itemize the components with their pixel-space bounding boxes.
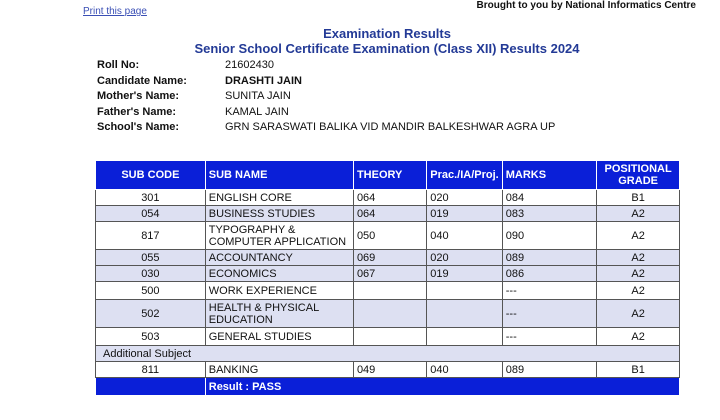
- sub-name: HEALTH & PHYSICAL EDUCATION: [205, 300, 353, 328]
- table-row: [96, 362, 680, 378]
- table-row: [96, 206, 680, 222]
- grade: B1: [597, 362, 680, 378]
- results-table: [95, 160, 680, 396]
- result-row: [96, 378, 680, 396]
- theory-marks: [353, 328, 426, 346]
- sub-code: 811: [96, 362, 206, 378]
- theory-marks: [353, 282, 426, 300]
- table-header-row: [96, 161, 680, 190]
- grade: A2: [597, 266, 680, 282]
- father-name-row: [97, 105, 555, 121]
- table-row: [96, 250, 680, 266]
- sub-name: GENERAL STUDIES: [205, 328, 353, 346]
- practical-marks: [427, 328, 502, 346]
- additional-subject-label: Additional Subject: [96, 346, 680, 362]
- practical-marks: [427, 300, 502, 328]
- practical-marks: 019: [427, 206, 502, 222]
- sub-code: 500: [96, 282, 206, 300]
- practical-marks: 019: [427, 266, 502, 282]
- father-name-value: KAMAL JAIN: [225, 105, 289, 118]
- candidate-name-value: DRASHTI JAIN: [225, 74, 303, 87]
- total-marks: ---: [502, 300, 597, 328]
- header-sub-name: SUB NAME: [205, 161, 353, 190]
- additional-subject-row: [96, 346, 680, 362]
- header-sub-code: SUB CODE: [96, 161, 206, 190]
- table-row: [96, 300, 680, 328]
- theory-marks: 067: [353, 266, 426, 282]
- sub-code: 054: [96, 206, 206, 222]
- sub-name: ENGLISH CORE: [205, 190, 353, 206]
- result-status: Result : PASS: [205, 378, 679, 396]
- print-page-link[interactable]: Print this page: [83, 6, 147, 17]
- sub-name: BUSINESS STUDIES: [205, 206, 353, 222]
- sub-code: 503: [96, 328, 206, 346]
- nic-credit: Brought to you by National Informatics Centre: [476, 0, 696, 11]
- practical-marks: 040: [427, 362, 502, 378]
- practical-marks: 020: [427, 250, 502, 266]
- table-row: [96, 190, 680, 206]
- total-marks: 086: [502, 266, 597, 282]
- total-marks: 090: [502, 222, 597, 250]
- theory-marks: 069: [353, 250, 426, 266]
- school-name-row: [97, 120, 555, 136]
- table-row: [96, 282, 680, 300]
- grade: A2: [597, 250, 680, 266]
- header-positional-grade: POSITIONAL GRADE: [597, 161, 680, 190]
- grade: B1: [597, 190, 680, 206]
- sub-code: 030: [96, 266, 206, 282]
- total-marks: 083: [502, 206, 597, 222]
- school-name-value: GRN SARASWATI BALIKA VID MANDIR BALKESHWAR AGRA UP: [225, 121, 556, 133]
- total-marks: ---: [502, 328, 597, 346]
- total-marks: 084: [502, 190, 597, 206]
- header-practical: Prac./IA/Proj.: [427, 161, 502, 190]
- candidate-info: [97, 58, 555, 136]
- sub-code: 301: [96, 190, 206, 206]
- grade: A2: [597, 222, 680, 250]
- page-subtitle: Senior School Certificate Examination (Class XII) Results 2024: [194, 41, 580, 56]
- sub-code: 055: [96, 250, 206, 266]
- total-marks: 089: [502, 250, 597, 266]
- sub-code: 817: [96, 222, 206, 250]
- theory-marks: [353, 300, 426, 328]
- father-name-label: Father's Name:: [97, 105, 177, 118]
- practical-marks: 020: [427, 190, 502, 206]
- sub-name: TYPOGRAPHY & COMPUTER APPLICATION: [205, 222, 353, 250]
- sub-code: 502: [96, 300, 206, 328]
- school-name-label: School's Name:: [97, 121, 180, 133]
- grade: A2: [597, 282, 680, 300]
- sub-name: ECONOMICS: [205, 266, 353, 282]
- mother-name-label: Mother's Name:: [97, 90, 180, 102]
- mother-name-value: SUNITA JAIN: [225, 90, 291, 102]
- theory-marks: 050: [353, 222, 426, 250]
- roll-no-row: [97, 58, 555, 74]
- grade: A2: [597, 206, 680, 222]
- sub-name: BANKING: [205, 362, 353, 378]
- header-marks: MARKS: [502, 161, 597, 190]
- table-row: [96, 328, 680, 346]
- result-spacer: [96, 378, 206, 396]
- table-row: [96, 222, 680, 250]
- practical-marks: [427, 282, 502, 300]
- roll-no-value: 21602430: [225, 59, 274, 71]
- theory-marks: 064: [353, 190, 426, 206]
- total-marks: 089: [502, 362, 597, 378]
- practical-marks: 040: [427, 222, 502, 250]
- candidate-name-row: [97, 74, 555, 90]
- grade: A2: [597, 300, 680, 328]
- page-title: Examination Results: [323, 26, 451, 41]
- total-marks: ---: [502, 282, 597, 300]
- grade: A2: [597, 328, 680, 346]
- sub-name: ACCOUNTANCY: [205, 250, 353, 266]
- header-theory: THEORY: [353, 161, 426, 190]
- sub-name: WORK EXPERIENCE: [205, 282, 353, 300]
- table-row: [96, 266, 680, 282]
- roll-no-label: Roll No:: [97, 59, 140, 71]
- theory-marks: 049: [353, 362, 426, 378]
- mother-name-row: [97, 89, 555, 105]
- candidate-name-label: Candidate Name:: [97, 74, 187, 87]
- theory-marks: 064: [353, 206, 426, 222]
